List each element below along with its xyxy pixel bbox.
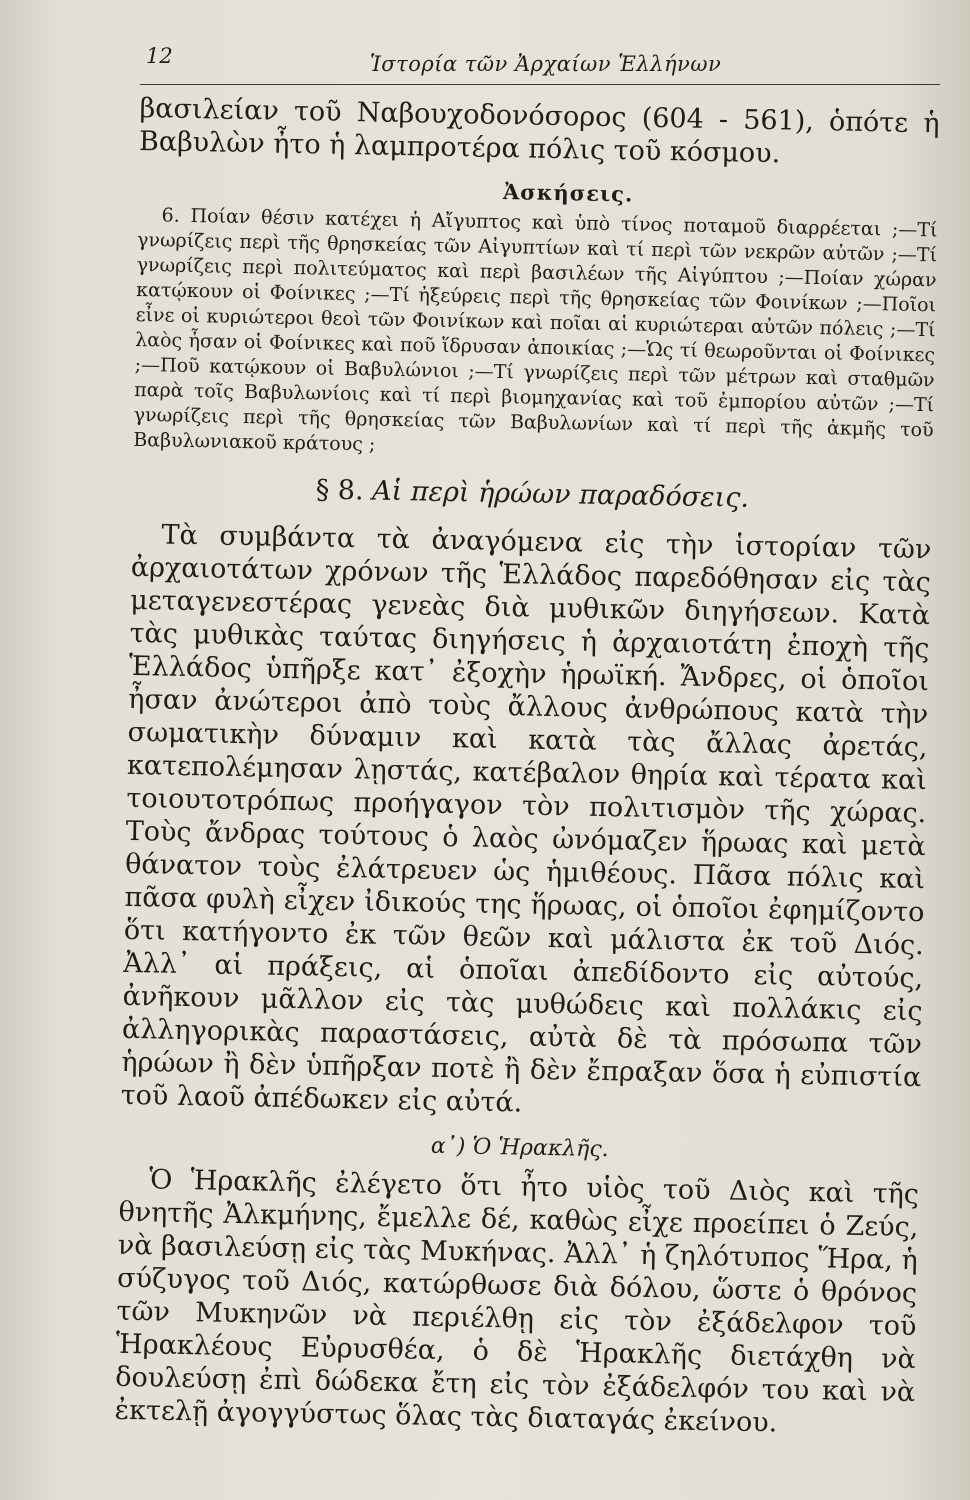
subsection-paragraph: Ὁ Ἡρακλῆς ἐλέγετο ὅτι ἦτο υἱὸς τοῦ Διὸς καὶ τῆς θνητῆς Ἀλκμήνης, ἔμελλε δέ, καθὼς εἶχε προείπει ὁ Ζεύς, νὰ βασιλεύσῃ εἰς τὰς Μυκήνας. Ἀλλ᾽ ἡ ζηλότυπος Ἥρα, ἡ σύζυγος τοῦ Διός, κατώρθωσε διὰ δόλου, ὥστε ὁ θρόνος τῶν Μυκηνῶν νὰ περιέλθῃ εἰς τὸν ἐξάδελφον τοῦ Ἡρακλέους Εὐρυσθέα, ὁ δὲ Ἡρακλῆς διετάχθη νὰ δουλεύσῃ ἐπὶ δώδεκα ἔτη εἰς τὸν ἐξάδελφόν του καὶ νὰ ἐκτελῇ ἀγογγύστως ὅλας τὰς διαταγάς ἐκείνου. bbox=[114, 1164, 920, 1439]
intro-paragraph: βασιλείαν τοῦ Ναβουχοδονόσορος (604 - 561), ὁπότε ἡ Βαβυλὼν ἦτο ἡ λαμπροτέρα πόλις τοῦ κόσμου. bbox=[138, 92, 940, 170]
section-title: Αἱ περὶ ἡρώων παραδόσεις. bbox=[371, 475, 750, 514]
exercises-paragraph: 6. Ποίαν θέσιν κατέχει ἡ Αἴγυπτος καὶ ὑπὸ τίνος ποταμοῦ διαρρέεται ;—Τί γνωρίζεις περὶ τῆς θρησκείας τῶν Αἰγυπτίων καὶ τί περὶ τῶν νεκρῶν αὐτῶν ;—Τί γνωρίζεις περὶ πολιτεύματος καὶ περὶ βασιλέων τῆς Αἰγύπτου ;—Ποίαν χώραν κατῴκουν οἱ Φοίνικες ;—Τί ἠξεύρεις περὶ τῆς θρησκείας τῶν Φοινίκων ;—Ποῖοι εἶνε οἱ κυριώτεροι θεοὶ τῶν Φοινίκων καὶ ποῖαι αἱ κυριώτεραι αὐτῶν πόλεις ;—Τί λαὸς ἦσαν οἱ Φοίνικες καὶ ποῦ ἵδρυσαν ἀποικίας ;—Ὡς τί θεωροῦνται οἱ Φοίνικες ;—Ποῦ κατῴκουν οἱ Βαβυλώνιοι ;—Τί γνωρίζεις περὶ τῶν μέτρων καὶ σταθμῶν παρὰ τοῖς Βαβυλωνίοις καὶ τί περὶ βιομηχανίας καὶ τοῦ ἐμπορίου αὐτῶν ;—Τί γνωρίζεις περὶ τῆς θρησκείας τῶν Βαβυλωνίων καὶ τί περὶ τῆς ἀκμῆς τοῦ Βαβυλωνιακοῦ κράτους ; bbox=[133, 204, 938, 456]
section-paragraph: Τὰ συμβάντα τὰ ἀναγόμενα εἰς τὴν ἱστορίαν τῶν ἀρχαιοτάτων χρόνων τῆς Ἑλλάδος παρεδόθησαν εἰς τὰς μεταγενεστέρας γενεὰς διὰ μυθικῶν διηγήσεων. Κατὰ τὰς μυθικὰς ταύτας διηγήσεις ἡ ἀρχαιοτάτη ἐποχὴ τῆς Ἑλλάδος ὑπῆρξε κατ᾽ ἐξοχὴν ἡρωϊκή. Ἄνδρες, οἱ ὁποῖοι ἦσαν ἀνώτεροι ἀπὸ τοὺς ἄλλους ἀνθρώπους κατὰ τὴν σωματικὴν δύναμιν καὶ κατὰ τὰς ἄλλας ἀρετάς, κατεπολέμησαν λῃστάς, κατέβαλον θηρία καὶ τέρατα καὶ τοιουτοτρόπως προήγαγον τὸν πολιτισμὸν τῆς χώρας. Τοὺς ἄνδρας τούτους ὁ λαὸς ὠνόμαζεν ἥρωας καὶ μετὰ θάνατον τοὺς ἐλάτρευεν ὡς ἡμιθέους. Πᾶσα πόλις καὶ πᾶσα φυλὴ εἶχεν ἰδικούς της ἥρωας, οἱ ὁποῖοι ἐφημίζοντο ὅτι κατήγοντο ἐκ τῶν θεῶν καὶ μάλιστα ἐκ τοῦ Διός. Ἀλλ᾽ αἱ πράξεις, αἱ ὁποῖαι ἀπεδίδοντο εἰς αὐτούς, ἀνῆκουν μᾶλλον εἰς τὰς μυθώδεις καὶ πολλάκις εἰς ἀλληγορικὰς παραστάσεις, αὐτὰ δὲ τὰ πρόσωπα τῶν ἡρώων ἢ δὲν ὑπῆρξαν ποτὲ ἢ δὲν ἔπραξαν ὅσα ἡ εὐπιστία τοῦ λαοῦ ἀπέδωκεν εἰς αὐτά. bbox=[120, 519, 932, 1119]
page-body bbox=[114, 92, 939, 1442]
section-heading bbox=[132, 471, 932, 517]
exercises-heading: Ἀσκήσεις. bbox=[502, 178, 634, 207]
page-header bbox=[140, 38, 940, 85]
page-number: 12 bbox=[146, 44, 173, 68]
section-number: § 8. bbox=[315, 474, 364, 507]
subsection-heading: α᾽) Ὁ Ἡρακλῆς. bbox=[430, 1133, 609, 1163]
running-title: Ἱστορία τῶν Ἀρχαίων Ἑλλήνων bbox=[370, 52, 722, 76]
